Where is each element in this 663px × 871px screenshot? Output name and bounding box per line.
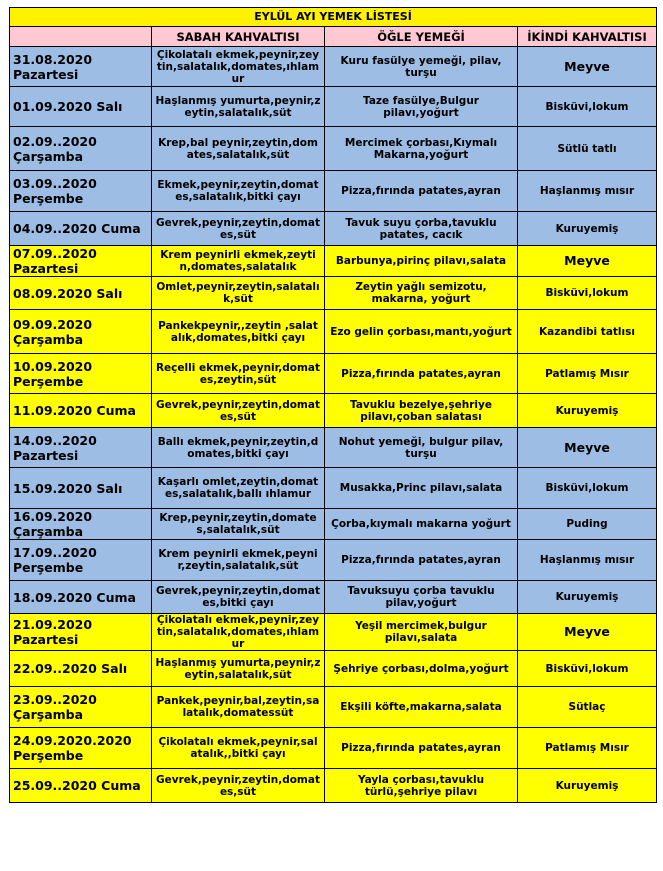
row-lunch: Taze fasülye,Bulgur pilavı,yoğurt (325, 87, 518, 127)
row-snack: Patlamış Mısır (518, 354, 657, 394)
table-row (10, 428, 657, 468)
row-date: 10.09.2020 Perşembe (10, 354, 152, 394)
row-breakfast: Reçelli ekmek,peynir,domates,zeytin,süt (152, 354, 325, 394)
title-row (10, 8, 657, 27)
table-row (10, 212, 657, 246)
row-lunch: Musakka,Princ pilavı,salata (325, 468, 518, 509)
row-breakfast: Krep,peynir,zeytin,domates,salatalık,süt (152, 509, 325, 540)
row-breakfast: Gevrek,peynir,zeytin,domates,süt (152, 769, 325, 803)
row-date: 11.09.2020 Cuma (10, 394, 152, 428)
row-date: 16.09.2020 Çarşamba (10, 509, 152, 540)
row-snack: Meyve (518, 614, 657, 651)
row-lunch: Yayla çorbası,tavuklu türlü,şehriye pilavı (325, 769, 518, 803)
row-lunch: Ezo gelin çorbası,mantı,yoğurt (325, 310, 518, 354)
row-snack: Kazandibi tatlısı (518, 310, 657, 354)
row-breakfast: Pankek,peynir,bal,zeytin,salatalık,domatessüt (152, 687, 325, 728)
row-breakfast: Çikolatalı ekmek,peynir,zeytin,salatalık,domates,ıhlamur (152, 47, 325, 87)
row-snack: Kuruyemiş (518, 769, 657, 803)
row-date: 03.09..2020 Perşembe (10, 171, 152, 212)
row-snack: Meyve (518, 47, 657, 87)
table-row (10, 769, 657, 803)
row-date: 15.09.2020 Salı (10, 468, 152, 509)
header-breakfast: SABAH KAHVALTISI (152, 27, 325, 47)
table-row (10, 171, 657, 212)
row-breakfast: Ekmek,peynir,zeytin,domates,salatalık,bitki çayı (152, 171, 325, 212)
row-snack: Patlamış Mısır (518, 728, 657, 769)
row-breakfast: Gevrek,peynir,zeytin,domates,süt (152, 212, 325, 246)
row-lunch: Kuru fasülye yemeği, pilav, turşu (325, 47, 518, 87)
row-snack: Puding (518, 509, 657, 540)
row-snack: Kuruyemiş (518, 394, 657, 428)
row-snack: Bisküvi,lokum (518, 651, 657, 687)
sheet-title: EYLÜL AYI YEMEK LİSTESİ (10, 8, 657, 27)
row-lunch: Yeşil mercimek,bulgur pilavı,salata (325, 614, 518, 651)
row-date: 07.09..2020 Pazartesi (10, 246, 152, 277)
header-lunch: ÖĞLE YEMEĞİ (325, 27, 518, 47)
table-row (10, 246, 657, 277)
row-snack: Sütlaç (518, 687, 657, 728)
row-snack: Bisküvi,lokum (518, 468, 657, 509)
row-breakfast: Ballı ekmek,peynir,zeytin,domates,bitki çayı (152, 428, 325, 468)
table-row (10, 310, 657, 354)
table-row (10, 277, 657, 310)
row-breakfast: Krem peynirli ekmek,zeytin,domates,salatalık (152, 246, 325, 277)
menu-sheet (9, 7, 656, 803)
row-date: 31.08.2020 Pazartesi (10, 47, 152, 87)
table-row (10, 468, 657, 509)
table-row (10, 540, 657, 581)
row-breakfast: Haşlanmış yumurta,peynir,zeytin,salatalık,süt (152, 651, 325, 687)
row-snack: Sütlü tatlı (518, 127, 657, 171)
row-lunch: Pizza,fırında patates,ayran (325, 171, 518, 212)
row-lunch: Tavuklu bezelye,şehriye pilavı,çoban salatası (325, 394, 518, 428)
row-snack: Haşlanmış mısır (518, 540, 657, 581)
row-date: 04.09..2020 Cuma (10, 212, 152, 246)
table-row (10, 614, 657, 651)
row-breakfast: Kaşarlı omlet,zeytin,domates,salatalık,ballı ıhlamur (152, 468, 325, 509)
table-row (10, 354, 657, 394)
row-lunch: Pizza,fırında patates,ayran (325, 354, 518, 394)
row-breakfast: Gevrek,peynir,zeytin,domates,bitki çayı (152, 581, 325, 614)
header-row (10, 27, 657, 47)
row-breakfast: Krep,bal peynir,zeytin,domates,salatalık,süt (152, 127, 325, 171)
row-lunch: Nohut yemeği, bulgur pilav, turşu (325, 428, 518, 468)
row-date: 14.09..2020 Pazartesi (10, 428, 152, 468)
row-date: 25.09..2020 Cuma (10, 769, 152, 803)
table-row (10, 87, 657, 127)
table-row (10, 127, 657, 171)
row-breakfast: Çikolatalı ekmek,peynir,salatalık,,bitki çayı (152, 728, 325, 769)
row-snack: Bisküvi,lokum (518, 277, 657, 310)
row-lunch: Ekşili köfte,makarna,salata (325, 687, 518, 728)
row-snack: Meyve (518, 246, 657, 277)
menu-table (9, 7, 657, 803)
row-date: 17.09..2020 Perşembe (10, 540, 152, 581)
row-lunch: Tavuksuyu çorba tavuklu pilav,yoğurt (325, 581, 518, 614)
row-lunch: Şehriye çorbası,dolma,yoğurt (325, 651, 518, 687)
row-snack: Kuruyemiş (518, 212, 657, 246)
row-date: 22.09..2020 Salı (10, 651, 152, 687)
row-lunch: Tavuk suyu çorba,tavuklu patates, cacık (325, 212, 518, 246)
row-snack: Kuruyemiş (518, 581, 657, 614)
table-row (10, 47, 657, 87)
row-date: 09.09.2020 Çarşamba (10, 310, 152, 354)
row-breakfast: Pankekpeynir,,zeytin ,salatalık,domates,bitki çayı (152, 310, 325, 354)
row-date: 08.09.2020 Salı (10, 277, 152, 310)
row-snack: Bisküvi,lokum (518, 87, 657, 127)
table-row (10, 651, 657, 687)
row-date: 01.09.2020 Salı (10, 87, 152, 127)
row-breakfast: Omlet,peynir,zeytin,salatalık,süt (152, 277, 325, 310)
header-blank (10, 27, 152, 47)
row-date: 23.09..2020 Çarşamba (10, 687, 152, 728)
row-lunch: Çorba,kıymalı makarna yoğurt (325, 509, 518, 540)
row-snack: Haşlanmış mısır (518, 171, 657, 212)
header-snack: İKİNDİ KAHVALTISI (518, 27, 657, 47)
row-breakfast: Krem peynirli ekmek,peynir,zeytin,salatalık,süt (152, 540, 325, 581)
row-breakfast: Çikolatalı ekmek,peynir,zeytin,salatalık,domates,ıhlamur (152, 614, 325, 651)
row-lunch: Barbunya,pirinç pilavı,salata (325, 246, 518, 277)
row-lunch: Pizza,fırında patates,ayran (325, 728, 518, 769)
row-lunch: Pizza,fırında patates,ayran (325, 540, 518, 581)
row-date: 21.09.2020 Pazartesi (10, 614, 152, 651)
table-row (10, 728, 657, 769)
row-lunch: Mercimek çorbası,Kıymalı Makarna,yoğurt (325, 127, 518, 171)
table-row (10, 394, 657, 428)
row-date: 02.09..2020 Çarşamba (10, 127, 152, 171)
row-date: 24.09.2020.2020 Perşembe (10, 728, 152, 769)
row-snack: Meyve (518, 428, 657, 468)
table-row (10, 687, 657, 728)
table-row (10, 581, 657, 614)
row-breakfast: Gevrek,peynir,zeytin,domates,süt (152, 394, 325, 428)
table-row (10, 509, 657, 540)
row-date: 18.09.2020 Cuma (10, 581, 152, 614)
row-lunch: Zeytin yağlı semizotu, makarna, yoğurt (325, 277, 518, 310)
row-breakfast: Haşlanmış yumurta,peynir,zeytin,salatalık,süt (152, 87, 325, 127)
